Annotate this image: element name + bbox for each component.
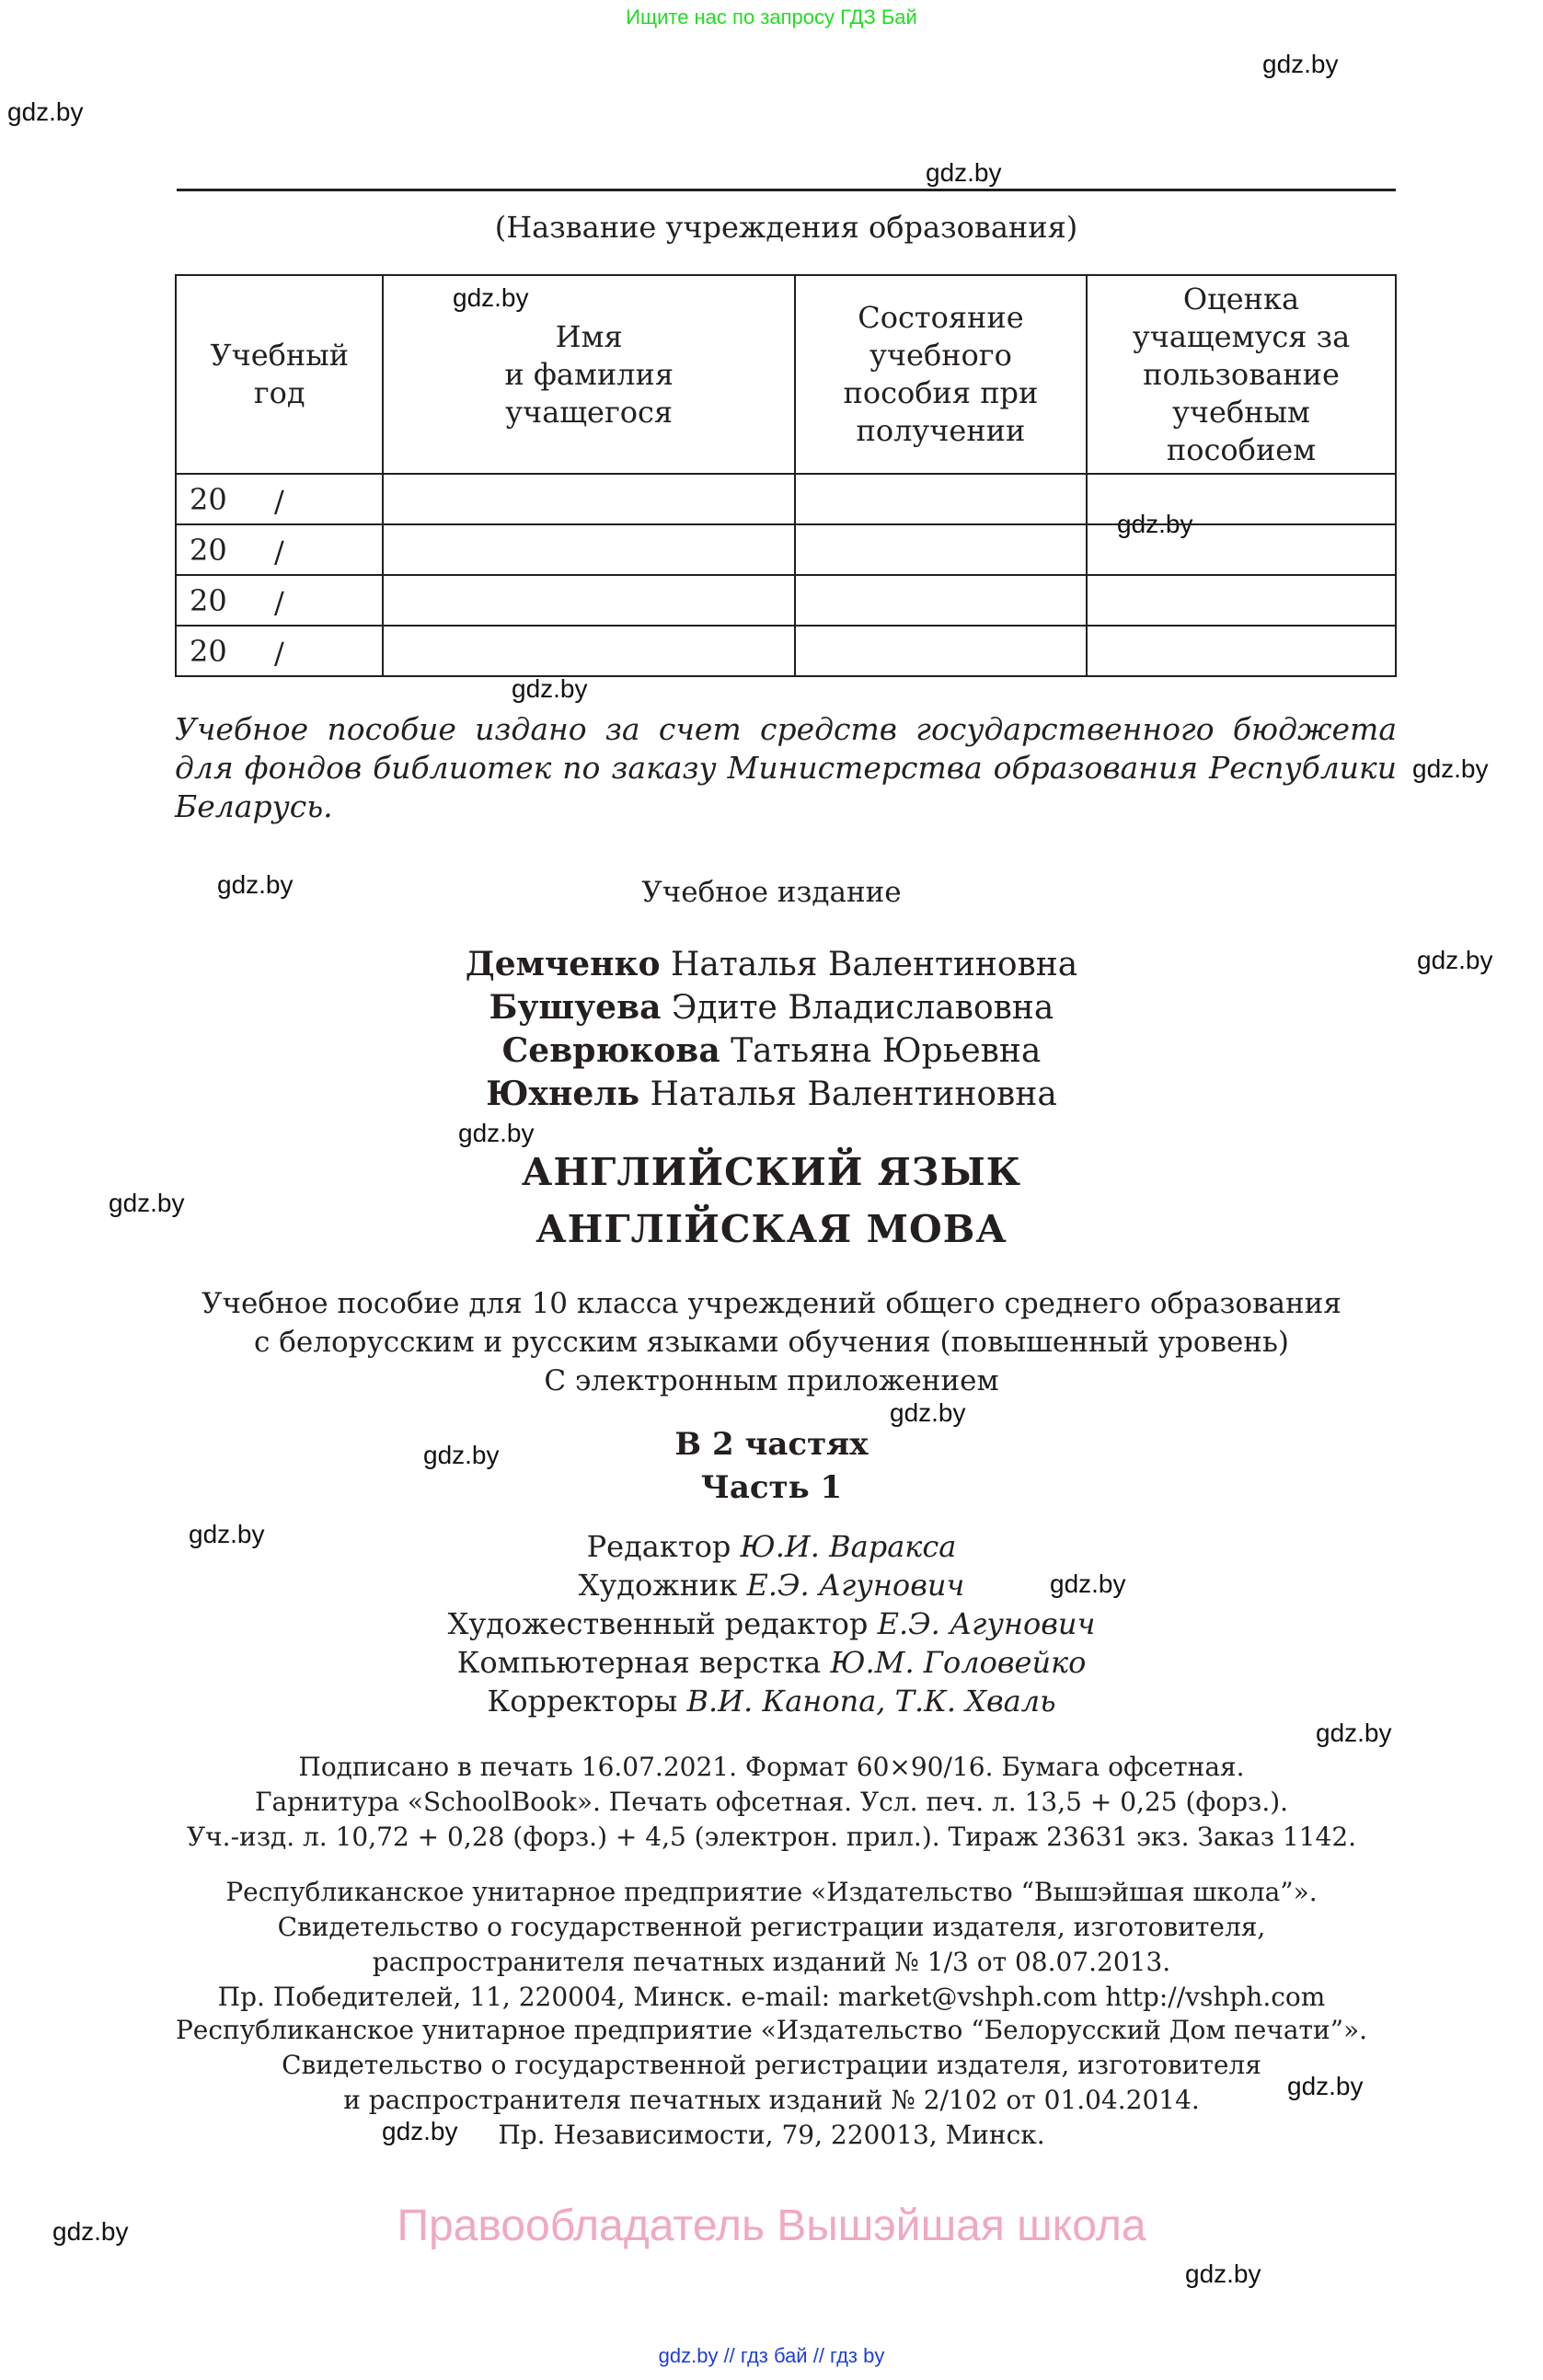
authors-list [0, 943, 1543, 1116]
rightsholder-notice: Правообладатель Вышэйшая школа [397, 2202, 1146, 2250]
footer-links[interactable]: gdz.by // гдз бай // гдз by [658, 2344, 885, 2367]
book-title-belarusian: АНГЛІЙСКАЯ МОВА [535, 1207, 1008, 1251]
watermark: gdz.by [217, 870, 294, 899]
name-cell [383, 575, 794, 626]
edition-label: Учебное издание [641, 876, 902, 909]
staff-line: Компьютерная верстка Ю.М. Головейко [456, 1645, 1087, 1680]
condition-cell [795, 474, 1087, 524]
parts-info [0, 1423, 1543, 1510]
part-current: Часть 1 [700, 1469, 843, 1506]
condition-cell [795, 575, 1087, 626]
name-cell [383, 474, 794, 524]
name-cell [383, 524, 794, 575]
watermark: gdz.by [1117, 510, 1193, 538]
watermark: gdz.by [52, 2217, 129, 2246]
budget-funding-note: Учебное пособие издано за счет средств государственного бюджета для фондов библиотек по заказу Министерства образования Республики Беларусь. [175, 711, 1397, 824]
watermark: gdz.by [1417, 946, 1493, 974]
institution-name-line [177, 189, 1396, 191]
watermark: gdz.by [1316, 1719, 1392, 1747]
condition-cell [795, 524, 1087, 575]
watermark: gdz.by [382, 2117, 458, 2145]
year-cell: 20 / [176, 474, 383, 524]
header-school-year: Учебный год [176, 275, 383, 474]
year-cell: 20 / [176, 524, 383, 575]
table-row [176, 524, 1396, 575]
watermark: gdz.by [189, 1520, 265, 1548]
grade-cell [1087, 524, 1396, 575]
header-student-name: Имя и фамилия учащегося [383, 275, 794, 474]
table-row [176, 626, 1396, 676]
watermark: gdz.by [1050, 1569, 1126, 1598]
watermark: gdz.by [423, 1441, 500, 1469]
watermark: gdz.by [1287, 2072, 1364, 2100]
staff-line: Редактор Ю.И. Варакса [586, 1529, 957, 1564]
publisher-info: Республиканское унитарное предприятие «Издательство “Вышэйшая школа”». Свидетельство о государственной регистрации издателя, изготовителя, распространителя печатных изданий № 1/3 от 08.07.2013. Пр. Победителей, 11, 220004, Минск. e-mail: market@vshph.com http://vshph.com [217, 1877, 1326, 2012]
staff-line: Корректоры В.И. Канопа, Т.К. Хваль [487, 1684, 1056, 1719]
header-grade: Оценка учащемуся за пользование учебным пособием [1087, 275, 1396, 474]
print-imprint: Подписано в печать 16.07.2021. Формат 60×90/16. Бумага офсетная. Гарнитура «SchoolBook». Печать офсетная. Усл. печ. л. 13,5 + 0,25 (форз.). Уч.-изд. л. 10,72 + 0,28 (форз.) + 4,5 (электрон. прил.). Тираж 23631 экз. Заказ 1142. [186, 1752, 1357, 1852]
header-condition: Состояние учебного пособия при получении [795, 275, 1087, 474]
watermark: gdz.by [1412, 754, 1489, 783]
watermark: gdz.by [1262, 50, 1339, 78]
year-cell: 20 / [176, 575, 383, 626]
table-header-row [176, 275, 1396, 474]
editorial-staff [0, 1527, 1543, 1720]
author: Демченко Наталья Валентиновна [465, 945, 1078, 983]
name-cell [383, 626, 794, 676]
watermark: gdz.by [458, 1119, 535, 1147]
grade-cell [1087, 626, 1396, 676]
book-description: Учебное пособие для 10 класса учреждений общего среднего образования с белорусским и русским языками обучения (повышенный уровень) С электронным приложением [202, 1287, 1341, 1397]
search-banner: Ищите нас по запросу ГДЗ Бай [626, 6, 917, 29]
watermark: gdz.by [512, 674, 588, 703]
table-row [176, 575, 1396, 626]
year-cell: 20 / [176, 626, 383, 676]
watermark: gdz.by [453, 283, 529, 312]
grade-cell [1087, 474, 1396, 524]
author: Севрюкова Татьяна Юрьевна [501, 1031, 1042, 1070]
author: Бушуева Эдите Владиславовна [489, 988, 1054, 1027]
watermark: gdz.by [109, 1189, 185, 1217]
author: Юхнель Наталья Валентиновна [486, 1075, 1057, 1113]
watermark: gdz.by [1185, 2259, 1261, 2288]
printer-info: Республиканское унитарное предприятие «Издательство “Белорусский Дом печати”». Свидетельство о государственной регистрации издателя, изготовителя и распространителя печатных изданий № 2/102 от 01.04.2014. Пр. Независимости, 79, 220013, Минск. [175, 2015, 1368, 2150]
table-row [176, 474, 1396, 524]
parts-total: В 2 частях [674, 1426, 869, 1463]
textbook-register-table [175, 274, 1397, 677]
staff-line: Художественный редактор Е.Э. Агунович [447, 1606, 1096, 1641]
staff-line: Художник Е.Э. Агунович [578, 1568, 965, 1603]
condition-cell [795, 626, 1087, 676]
watermark: gdz.by [7, 98, 84, 126]
institution-caption: (Название учреждения образования) [494, 210, 1078, 245]
book-title-russian: АНГЛИЙСКИЙ ЯЗЫК [521, 1150, 1022, 1194]
watermark: gdz.by [926, 158, 1002, 187]
grade-cell [1087, 575, 1396, 626]
watermark: gdz.by [890, 1398, 966, 1427]
